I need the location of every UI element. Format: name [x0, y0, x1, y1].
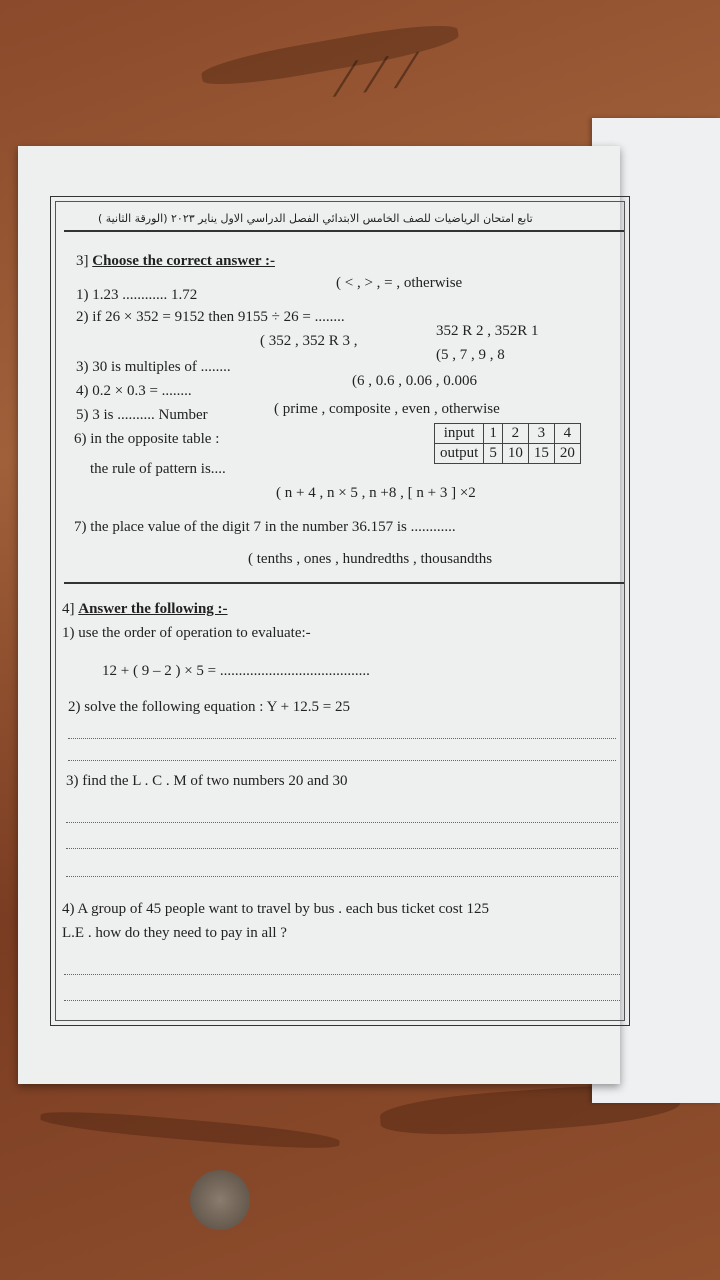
- q6-rule: the rule of pattern is....: [90, 461, 226, 477]
- answer-line[interactable]: [66, 822, 618, 823]
- q7-text: 7) the place value of the digit 7 in the number 36.157 is ............: [74, 519, 456, 535]
- q1-text: 1) 1.23 ............ 1.72: [76, 287, 198, 303]
- q3-text: 3) 30 is multiples of ........: [76, 359, 231, 375]
- answer-line[interactable]: [68, 738, 616, 739]
- q2-choices-a: ( 352 , 352 R 3 ,: [260, 333, 358, 349]
- pattern-cell: 15: [528, 444, 554, 464]
- q2-choices-b: 352 R 2 , 352R 1: [436, 323, 539, 339]
- q4-choices: (6 , 0.6 , 0.06 , 0.006: [352, 373, 477, 389]
- pattern-cell: 20: [554, 444, 580, 464]
- desk-scratch: [40, 1107, 341, 1153]
- pattern-cell: 1: [484, 424, 503, 444]
- section-divider: [64, 582, 624, 584]
- q6-choices: ( n + 4 , n × 5 , n +8 , [ n + 3 ] ×2: [276, 485, 476, 501]
- pattern-table: [434, 423, 581, 464]
- s4-q4-line1: 4) A group of 45 people want to travel by bus . each bus ticket cost 125: [62, 901, 489, 917]
- coin: [190, 1170, 250, 1230]
- answer-line[interactable]: [64, 1000, 620, 1001]
- s4-q2-text: 2) solve the following equation : Y + 12.5 = 25: [68, 699, 351, 715]
- section3-heading: 3] Choose the correct answer :-: [76, 253, 275, 269]
- pattern-cell: 5: [484, 444, 503, 464]
- q6-text: 6) in the opposite table :: [74, 431, 220, 447]
- answer-line[interactable]: [66, 876, 618, 877]
- q1-choices: ( < , > , = , otherwise: [336, 275, 463, 291]
- pattern-cell: 10: [502, 444, 528, 464]
- header-divider: [64, 230, 624, 232]
- exam-page: [18, 146, 620, 1084]
- pattern-cell: 2: [502, 424, 528, 444]
- arabic-header: تابع امتحان الرياضيات للصف الخامس الابتدائي الفصل الدراسي الاول يناير ٢٠٢٣ (الورقة الثانية ): [98, 212, 533, 225]
- answer-line[interactable]: [68, 760, 616, 761]
- answer-line[interactable]: [66, 848, 618, 849]
- section4-heading: 4] Answer the following :-: [62, 601, 228, 617]
- q5-choices: ( prime , composite , even , otherwise: [274, 401, 500, 417]
- s4-q1-text: 1) use the order of operation to evaluate:-: [62, 625, 311, 641]
- q3-choices: (5 , 7 , 9 , 8: [436, 347, 505, 363]
- q7-choices: ( tenths , ones , hundredths , thousandths: [248, 551, 493, 567]
- pattern-cell: 3: [528, 424, 554, 444]
- q2-text: 2) if 26 × 352 = 9152 then 9155 ÷ 26 = ........: [76, 309, 345, 325]
- pattern-input-label: input: [435, 424, 484, 444]
- s4-q1-expr: 12 + ( 9 – 2 ) × 5 = ........................................: [102, 663, 370, 679]
- s4-q4-line2: L.E . how do they need to pay in all ?: [62, 925, 287, 941]
- answer-line[interactable]: [64, 974, 620, 975]
- desk-graffiti: ⟋⟋⟋: [326, 43, 426, 108]
- q4-text: 4) 0.2 × 0.3 = ........: [76, 383, 192, 399]
- pattern-output-row: [435, 444, 581, 464]
- q5-text: 5) 3 is .......... Number: [76, 407, 208, 423]
- pattern-cell: 4: [554, 424, 580, 444]
- s4-q3-text: 3) find the L . C . M of two numbers 20 and 30: [66, 773, 348, 789]
- pattern-output-label: output: [435, 444, 484, 464]
- pattern-input-row: [435, 424, 581, 444]
